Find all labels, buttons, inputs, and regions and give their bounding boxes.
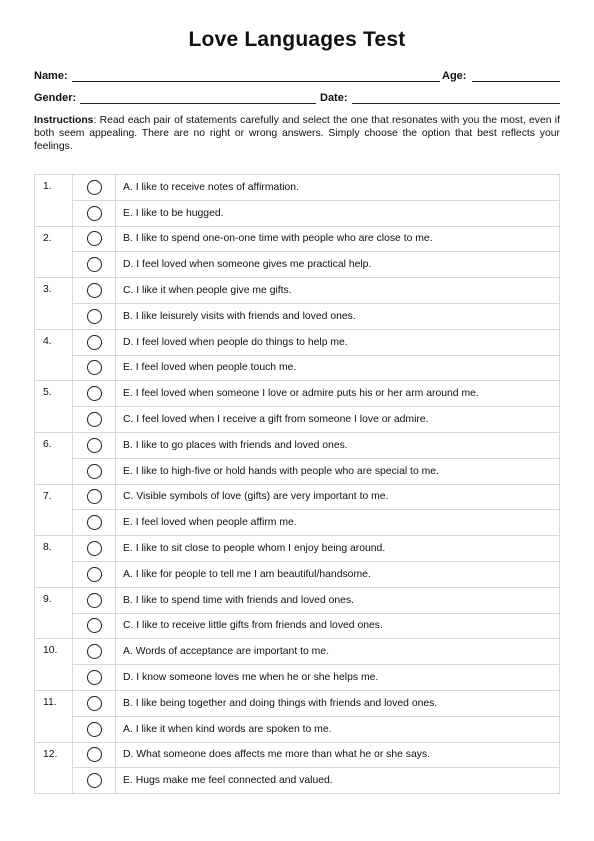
option-radio-circle[interactable]: [87, 180, 102, 195]
date-label: Date:: [320, 92, 348, 104]
question-row: [35, 407, 560, 433]
option-radio-cell: [73, 226, 116, 252]
question-number: 2.: [35, 226, 73, 278]
age-underline: [472, 81, 560, 82]
option-radio-circle[interactable]: [87, 309, 102, 324]
option-text: A. I like to receive notes of affirmation.: [116, 175, 560, 201]
question-row: [35, 278, 560, 304]
option-radio-circle[interactable]: [87, 464, 102, 479]
option-text: D. What someone does affects me more than what he or she says.: [116, 742, 560, 768]
question-number: 11.: [35, 690, 73, 742]
option-text: A. Words of acceptance are important to me.: [116, 639, 560, 665]
option-radio-cell: [73, 768, 116, 794]
option-radio-cell: [73, 742, 116, 768]
question-number: 6.: [35, 432, 73, 484]
option-radio-cell: [73, 510, 116, 536]
option-text: D. I know someone loves me when he or she helps me.: [116, 665, 560, 691]
option-radio-cell: [73, 561, 116, 587]
option-text: B. I like leisurely visits with friends and loved ones.: [116, 303, 560, 329]
question-number: 10.: [35, 639, 73, 691]
question-row: [35, 510, 560, 536]
option-radio-cell: [73, 278, 116, 304]
option-radio-circle[interactable]: [87, 567, 102, 582]
question-number: 1.: [35, 175, 73, 227]
option-radio-circle[interactable]: [87, 747, 102, 762]
gender-underline: [80, 103, 316, 104]
option-text: C. I like to receive little gifts from friends and loved ones.: [116, 613, 560, 639]
option-radio-circle[interactable]: [87, 283, 102, 298]
option-radio-circle[interactable]: [87, 541, 102, 556]
option-radio-circle[interactable]: [87, 412, 102, 427]
option-radio-circle[interactable]: [87, 696, 102, 711]
name-age-row: [34, 70, 560, 84]
option-text: D. I feel loved when people do things to help me.: [116, 329, 560, 355]
option-radio-circle[interactable]: [87, 618, 102, 633]
date-underline: [352, 103, 560, 104]
option-radio-circle[interactable]: [87, 386, 102, 401]
page-title: Love Languages Test: [188, 28, 406, 51]
question-number: 8.: [35, 536, 73, 588]
option-text: E. I feel loved when someone I love or admire puts his or her arm around me.: [116, 381, 560, 407]
name-label: Name:: [34, 70, 68, 82]
question-row: [35, 768, 560, 794]
option-radio-cell: [73, 690, 116, 716]
question-number: 4.: [35, 329, 73, 381]
question-row: [35, 742, 560, 768]
option-radio-cell: [73, 458, 116, 484]
question-row: [35, 303, 560, 329]
option-radio-cell: [73, 639, 116, 665]
option-text: E. I feel loved when people touch me.: [116, 355, 560, 381]
option-radio-cell: [73, 665, 116, 691]
option-text: E. Hugs make me feel connected and valued.: [116, 768, 560, 794]
questions-table: [34, 174, 560, 794]
date-field[interactable]: [320, 92, 560, 106]
option-radio-cell: [73, 432, 116, 458]
option-radio-cell: [73, 613, 116, 639]
question-number: 9.: [35, 587, 73, 639]
question-row: [35, 175, 560, 201]
option-radio-circle[interactable]: [87, 438, 102, 453]
option-text: B. I like to spend time with friends and loved ones.: [116, 587, 560, 613]
question-row: [35, 432, 560, 458]
option-radio-circle[interactable]: [87, 489, 102, 504]
question-row: [35, 200, 560, 226]
question-number: 12.: [35, 742, 73, 794]
instructions-text: : Read each pair of statements carefully and select the one that resonates with you the most, even if both seem appealing. There are no right or wrong answers. Simply choose the option that best reflects your feelings.: [34, 115, 560, 152]
option-radio-cell: [73, 716, 116, 742]
option-radio-circle[interactable]: [87, 206, 102, 221]
option-text: B. I like to spend one-on-one time with people who are close to me.: [116, 226, 560, 252]
option-text: A. I like for people to tell me I am beautiful/handsome.: [116, 561, 560, 587]
question-row: [35, 690, 560, 716]
option-radio-circle[interactable]: [87, 335, 102, 350]
option-text: B. I like being together and doing things with friends and loved ones.: [116, 690, 560, 716]
option-radio-cell: [73, 587, 116, 613]
question-row: [35, 665, 560, 691]
option-radio-circle[interactable]: [87, 593, 102, 608]
option-text: C. Visible symbols of love (gifts) are very important to me.: [116, 484, 560, 510]
option-text: B. I like to go places with friends and loved ones.: [116, 432, 560, 458]
question-row: [35, 484, 560, 510]
question-row: [35, 536, 560, 562]
question-row: [35, 252, 560, 278]
age-label: Age:: [442, 70, 467, 82]
question-number: 3.: [35, 278, 73, 330]
option-radio-cell: [73, 381, 116, 407]
option-radio-circle[interactable]: [87, 515, 102, 530]
question-row: [35, 613, 560, 639]
question-row: [35, 561, 560, 587]
option-radio-circle[interactable]: [87, 722, 102, 737]
option-radio-circle[interactable]: [87, 231, 102, 246]
question-number: 5.: [35, 381, 73, 433]
gender-date-row: [34, 92, 560, 106]
question-row: [35, 639, 560, 665]
option-text: C. I like it when people give me gifts.: [116, 278, 560, 304]
name-field[interactable]: [34, 70, 434, 84]
option-radio-cell: [73, 484, 116, 510]
option-radio-circle[interactable]: [87, 773, 102, 788]
option-text: A. I like it when kind words are spoken to me.: [116, 716, 560, 742]
question-row: [35, 355, 560, 381]
option-radio-cell: [73, 536, 116, 562]
option-text: C. I feel loved when I receive a gift from someone I love or admire.: [116, 407, 560, 433]
gender-label: Gender:: [34, 92, 77, 104]
option-radio-circle[interactable]: [87, 644, 102, 659]
instructions-label: Instructions: [34, 115, 94, 126]
question-row: [35, 587, 560, 613]
option-radio-cell: [73, 407, 116, 433]
option-text: D. I feel loved when someone gives me practical help.: [116, 252, 560, 278]
question-row: [35, 226, 560, 252]
option-radio-cell: [73, 355, 116, 381]
question-row: [35, 716, 560, 742]
option-radio-cell: [73, 303, 116, 329]
option-radio-circle[interactable]: [87, 257, 102, 272]
question-number: 7.: [35, 484, 73, 536]
question-row: [35, 458, 560, 484]
age-field[interactable]: [442, 70, 560, 84]
option-text: E. I like to sit close to people whom I enjoy being around.: [116, 536, 560, 562]
option-radio-cell: [73, 200, 116, 226]
option-radio-cell: [73, 252, 116, 278]
instructions: [34, 114, 560, 153]
option-text: E. I like to be hugged.: [116, 200, 560, 226]
option-radio-cell: [73, 175, 116, 201]
question-row: [35, 329, 560, 355]
option-text: E. I like to high-five or hold hands with people who are special to me.: [116, 458, 560, 484]
gender-field[interactable]: [34, 92, 314, 106]
option-text: E. I feel loved when people affirm me.: [116, 510, 560, 536]
question-row: [35, 381, 560, 407]
name-underline: [72, 81, 440, 82]
option-radio-circle[interactable]: [87, 360, 102, 375]
option-radio-cell: [73, 329, 116, 355]
option-radio-circle[interactable]: [87, 670, 102, 685]
